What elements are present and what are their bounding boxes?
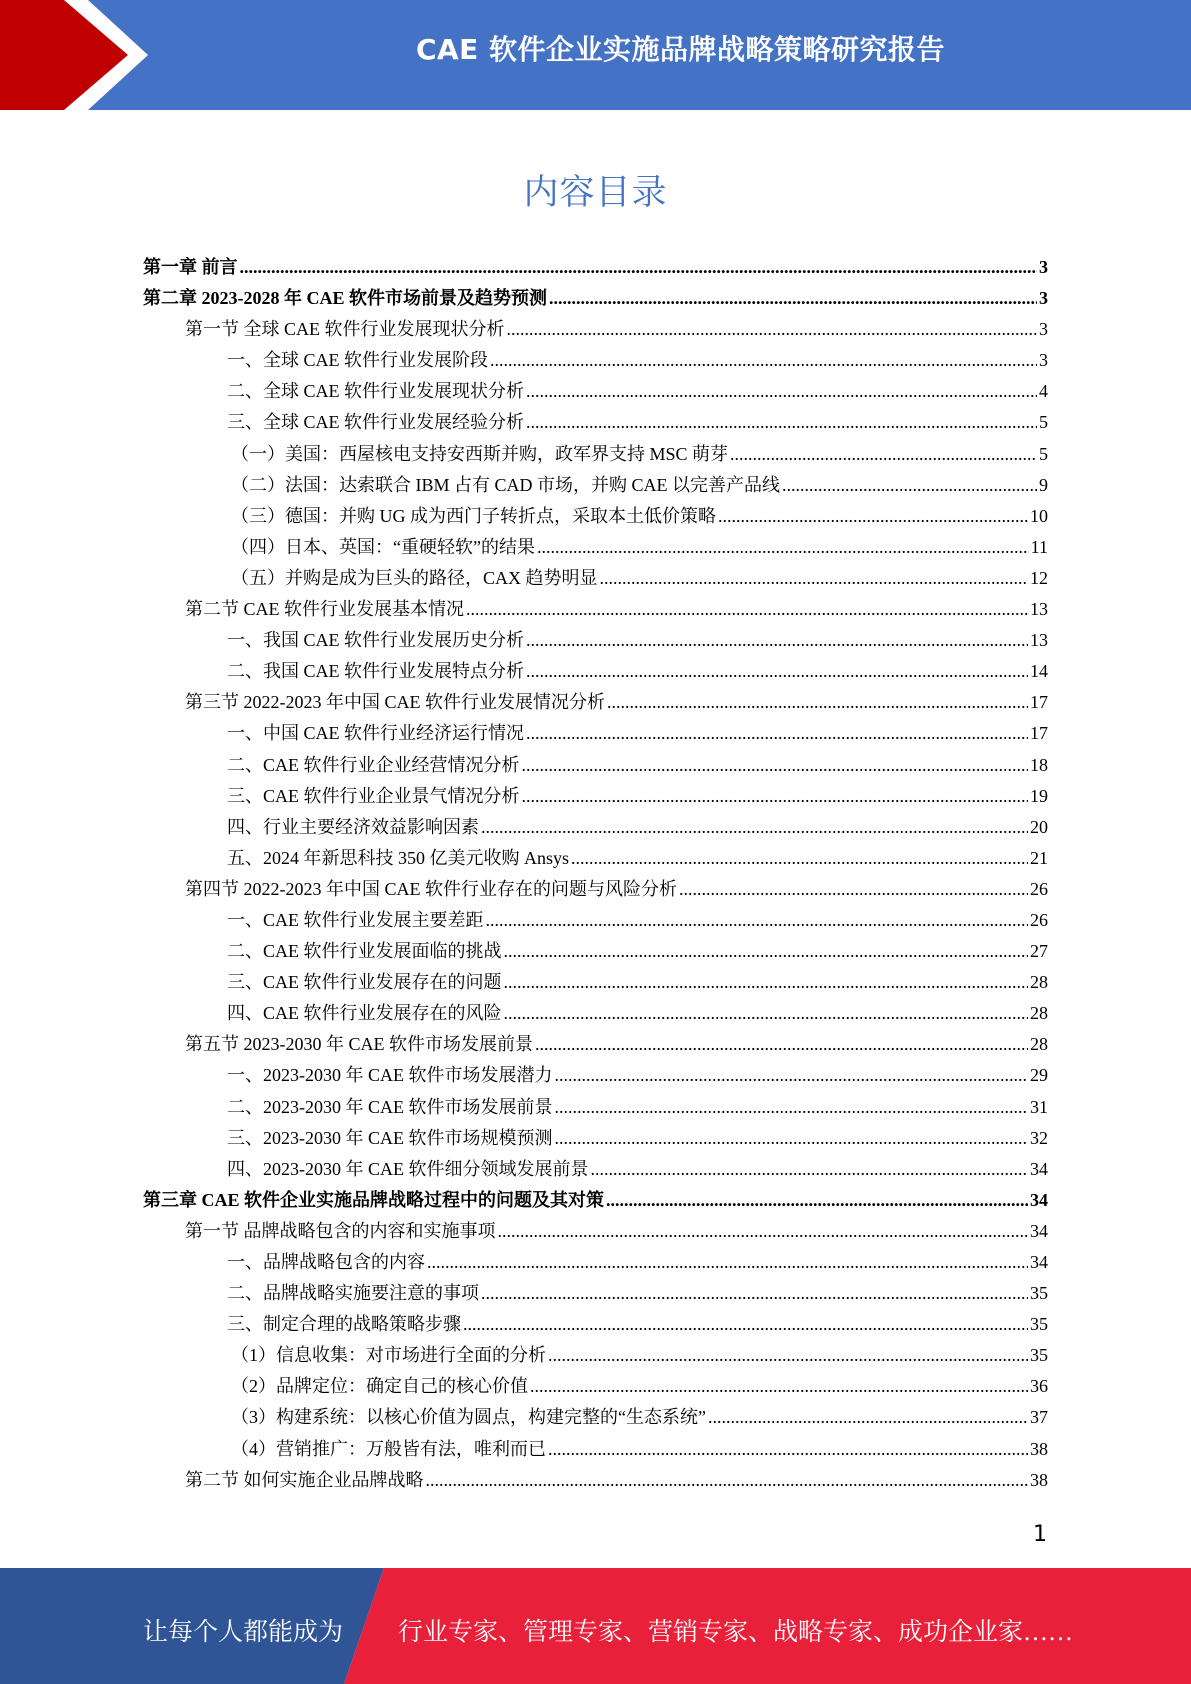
toc-entry-page: 34	[1030, 1158, 1048, 1179]
toc-dot-leader	[548, 1439, 1028, 1460]
toc-entry-page: 34	[1030, 1252, 1048, 1272]
toc-entry[interactable]	[143, 1248, 1048, 1279]
toc-entry-page: 4	[1039, 381, 1048, 402]
toc-entry-page: 36	[1030, 1376, 1048, 1397]
toc-entry-page: 32	[1030, 1127, 1048, 1148]
toc-dot-leader	[555, 1128, 1029, 1149]
toc-entry[interactable]	[143, 999, 1048, 1030]
toc-dot-leader	[679, 879, 1028, 900]
toc-dot-leader	[504, 941, 1029, 962]
toc-dot-leader	[486, 910, 1029, 931]
toc-entry-page: 26	[1030, 909, 1048, 930]
toc-entry-title: 二、品牌战略实施要注意的事项	[227, 1283, 479, 1304]
toc-entry[interactable]	[143, 1466, 1048, 1497]
toc-dot-leader	[481, 1283, 1028, 1304]
toc-entry[interactable]	[143, 782, 1048, 813]
toc-entry[interactable]	[143, 1310, 1048, 1341]
footer-band	[0, 1568, 1191, 1684]
toc-dot-leader	[522, 755, 1029, 776]
toc-entry-title: （一）美国：西屋核电支持安西斯并购，政军界支持 MSC 萌芽	[231, 443, 729, 464]
toc-dot-leader	[549, 288, 1037, 309]
toc-entry-page: 13	[1030, 630, 1048, 651]
toc-entry[interactable]	[143, 315, 1048, 346]
toc-entry-page: 21	[1030, 847, 1048, 868]
toc-entry-title: （4）营销推广：万般皆有法，唯利而已	[231, 1438, 546, 1459]
toc-entry-title: （五）并购是成为巨头的路径，CAX 趋势明显	[231, 567, 598, 588]
toc-dot-leader	[555, 1065, 1029, 1086]
toc-entry-page: 14	[1030, 661, 1048, 682]
toc-dot-leader	[607, 692, 1028, 713]
toc-entry[interactable]	[143, 408, 1048, 439]
toc-dot-leader	[718, 506, 1028, 527]
toc-entry[interactable]	[143, 284, 1048, 315]
toc-entry-title: 第四节 2022-2023 年中国 CAE 软件行业存在的问题与风险分析	[185, 878, 677, 899]
toc-entry[interactable]	[143, 719, 1048, 750]
toc-entry[interactable]	[143, 968, 1048, 999]
toc-entry-title: 第一节 品牌战略包含的内容和实施事项	[185, 1220, 496, 1241]
toc-dot-leader	[526, 412, 1037, 433]
toc-entry-page: 20	[1030, 816, 1048, 837]
toc-entry[interactable]	[143, 1279, 1048, 1310]
header-band	[0, 0, 1191, 110]
toc-entry[interactable]	[143, 626, 1048, 657]
toc-dot-leader	[526, 661, 1028, 682]
toc-entry-title: 一、2023-2030 年 CAE 软件市场发展潜力	[227, 1065, 553, 1086]
toc-entry-title: 五、2024 年新思科技 350 亿美元收购 Ansys	[227, 847, 570, 868]
toc-entry[interactable]	[143, 1155, 1048, 1186]
toc-entry-title: （二）法国：达索联合 IBM 占有 CAD 市场，并购 CAE 以完善产品线	[231, 474, 781, 495]
toc-dot-leader	[708, 1407, 1028, 1428]
toc-dot-leader	[466, 599, 1028, 620]
toc-entry-title: （三）德国：并购 UG 成为西门子转折点，采取本土低价策略	[231, 505, 716, 526]
toc-entry-page: 38	[1030, 1469, 1048, 1490]
toc-dot-leader	[426, 1470, 1029, 1491]
toc-entry[interactable]	[143, 657, 1048, 688]
toc-entry-page: 35	[1030, 1314, 1048, 1335]
toc-entry-page: 3	[1039, 288, 1048, 309]
toc-dot-leader	[240, 257, 1038, 278]
toc-entry[interactable]	[143, 595, 1048, 626]
toc-entry-page: 17	[1030, 692, 1048, 713]
toc-dot-leader	[600, 568, 1028, 589]
toc-entry[interactable]	[143, 688, 1048, 719]
toc-entry[interactable]	[143, 875, 1048, 906]
toc-dot-leader	[427, 1252, 1028, 1273]
toc-entry-page: 3	[1039, 350, 1048, 371]
toc-entry[interactable]	[143, 1403, 1048, 1434]
toc-dot-leader	[522, 786, 1029, 807]
toc-heading: 内容目录	[523, 173, 668, 213]
toc-dot-leader	[571, 848, 1028, 869]
toc-entry-page: 10	[1030, 505, 1048, 526]
toc-dot-leader	[782, 475, 1037, 496]
toc-dot-leader	[526, 381, 1037, 402]
toc-dot-leader	[526, 723, 1028, 744]
toc-dot-leader	[504, 1003, 1029, 1024]
toc-entry[interactable]	[143, 1341, 1048, 1372]
toc-entry[interactable]	[143, 502, 1048, 533]
toc-dot-leader	[498, 1221, 1029, 1242]
toc-dot-leader	[730, 444, 1037, 465]
toc-entry[interactable]	[143, 937, 1048, 968]
toc-entry-title: 三、CAE 软件行业发展存在的问题	[227, 972, 502, 993]
page-number: 1	[1033, 1522, 1047, 1547]
table-of-contents	[143, 253, 1048, 1497]
toc-entry[interactable]	[143, 440, 1048, 471]
toc-entry[interactable]	[143, 471, 1048, 502]
toc-dot-leader	[526, 630, 1028, 651]
toc-entry-title: 一、CAE 软件行业发展主要差距	[227, 909, 484, 930]
toc-entry-title: （3）构建系统：以核心价值为圆点，构建完整的“生态系统”	[231, 1407, 706, 1428]
toc-dot-leader	[490, 350, 1037, 371]
toc-entry-page: 9	[1039, 474, 1048, 495]
toc-entry-title: 四、行业主要经济效益影响因素	[227, 816, 479, 837]
toc-entry-page: 26	[1030, 878, 1048, 899]
toc-entry-page: 35	[1030, 1345, 1048, 1366]
toc-entry[interactable]	[143, 1124, 1048, 1155]
toc-dot-leader	[555, 1097, 1029, 1118]
toc-entry-title: 二、全球 CAE 软件行业发展现状分析	[227, 381, 524, 402]
toc-entry-title: 一、全球 CAE 软件行业发展阶段	[227, 350, 488, 371]
toc-entry[interactable]	[143, 906, 1048, 937]
toc-entry[interactable]	[143, 533, 1048, 564]
toc-entry[interactable]	[143, 377, 1048, 408]
toc-entry-title: 第一章 前言	[143, 257, 238, 277]
toc-entry[interactable]	[143, 253, 1048, 284]
toc-entry[interactable]	[143, 1217, 1048, 1248]
toc-entry-title: 第二节 CAE 软件行业发展基本情况	[185, 599, 464, 620]
toc-entry-page: 28	[1030, 1003, 1048, 1024]
toc-entry-page: 19	[1030, 785, 1048, 806]
toc-entry-title: 四、2023-2030 年 CAE 软件细分领域发展前景	[227, 1158, 589, 1179]
toc-entry-title: （1）信息收集：对市场进行全面的分析	[231, 1345, 546, 1366]
toc-entry-title: 三、2023-2030 年 CAE 软件市场规模预测	[227, 1127, 553, 1148]
toc-entry-title: 三、制定合理的战略策略步骤	[227, 1314, 461, 1335]
toc-entry-page: 27	[1030, 941, 1048, 962]
footer-slogan-right: 行业专家、管理专家、营销专家、战略专家、成功企业家……	[398, 1619, 1074, 1646]
toc-entry-title: 二、CAE 软件行业发展面临的挑战	[227, 941, 502, 962]
toc-dot-leader	[504, 972, 1029, 993]
toc-entry-title: 一、品牌战略包含的内容	[227, 1252, 425, 1272]
toc-entry-page: 17	[1030, 723, 1048, 744]
toc-entry[interactable]	[143, 1435, 1048, 1466]
toc-dot-leader	[507, 319, 1038, 340]
toc-entry[interactable]	[143, 1093, 1048, 1124]
toc-entry-page: 12	[1030, 567, 1048, 588]
toc-entry-page: 34	[1030, 1189, 1048, 1210]
toc-entry[interactable]	[143, 844, 1048, 875]
toc-entry-page: 31	[1030, 1096, 1048, 1117]
toc-entry[interactable]	[143, 564, 1048, 595]
toc-dot-leader	[537, 537, 1029, 558]
header-chevron-red	[0, 0, 128, 110]
toc-entry-page: 29	[1030, 1065, 1048, 1086]
toc-entry-page: 18	[1030, 754, 1048, 775]
toc-entry-title: 二、我国 CAE 软件行业发展特点分析	[227, 661, 524, 682]
toc-entry[interactable]	[143, 346, 1048, 377]
toc-dot-leader	[548, 1345, 1028, 1366]
report-title: CAE 软件企业实施品牌战略策略研究报告	[415, 33, 946, 66]
toc-entry[interactable]	[143, 813, 1048, 844]
toc-dot-leader	[606, 1190, 1028, 1211]
toc-entry-title: 三、CAE 软件行业企业景气情况分析	[227, 785, 520, 806]
toc-entry-title: 一、中国 CAE 软件行业经济运行情况	[227, 723, 524, 744]
toc-dot-leader	[481, 817, 1028, 838]
toc-entry-title: 二、CAE 软件行业企业经营情况分析	[227, 754, 520, 775]
toc-entry-page: 38	[1030, 1438, 1048, 1459]
toc-dot-leader	[591, 1159, 1029, 1180]
toc-dot-leader	[530, 1376, 1028, 1397]
toc-entry-page: 5	[1039, 443, 1048, 464]
toc-entry-title: 三、全球 CAE 软件行业发展经验分析	[227, 412, 524, 433]
toc-entry-page: 3	[1039, 257, 1048, 277]
toc-entry[interactable]	[143, 1186, 1048, 1217]
toc-entry-title: 第二节 如何实施企业品牌战略	[185, 1469, 424, 1490]
toc-entry[interactable]	[143, 751, 1048, 782]
toc-entry-page: 28	[1030, 972, 1048, 993]
toc-entry-title: 第三节 2022-2023 年中国 CAE 软件行业发展情况分析	[185, 692, 605, 713]
toc-entry-title: 四、CAE 软件行业发展存在的风险	[227, 1003, 502, 1024]
toc-entry-page: 5	[1039, 412, 1048, 433]
toc-dot-leader	[535, 1034, 1028, 1055]
toc-entry[interactable]	[143, 1030, 1048, 1061]
toc-entry-title: 一、我国 CAE 软件行业发展历史分析	[227, 630, 524, 651]
toc-entry-title: （2）品牌定位：确定自己的核心价值	[231, 1376, 528, 1397]
toc-entry-title: （四）日本、英国：“重硬轻软”的结果	[231, 536, 535, 557]
toc-entry[interactable]	[143, 1372, 1048, 1403]
toc-entry-page: 37	[1030, 1407, 1048, 1428]
toc-dot-leader	[463, 1314, 1028, 1335]
toc-entry-title: 第二章 2023-2028 年 CAE 软件市场前景及趋势预测	[143, 288, 547, 309]
toc-entry-title: 第一节 全球 CAE 软件行业发展现状分析	[185, 319, 505, 340]
toc-entry-page: 13	[1030, 599, 1048, 620]
toc-entry-page: 3	[1039, 319, 1048, 340]
footer-slogan-left: 让每个人都能成为	[143, 1619, 344, 1646]
toc-entry-title: 二、2023-2030 年 CAE 软件市场发展前景	[227, 1096, 553, 1117]
toc-entry[interactable]	[143, 1061, 1048, 1092]
toc-entry-page: 35	[1030, 1283, 1048, 1304]
toc-entry-page: 28	[1030, 1034, 1048, 1055]
toc-entry-title: 第三章 CAE 软件企业实施品牌战略过程中的问题及其对策	[143, 1189, 605, 1210]
toc-entry-page: 34	[1030, 1220, 1048, 1241]
toc-entry-page: 11	[1030, 536, 1048, 557]
toc-entry-title: 第五节 2023-2030 年 CAE 软件市场发展前景	[185, 1034, 533, 1055]
